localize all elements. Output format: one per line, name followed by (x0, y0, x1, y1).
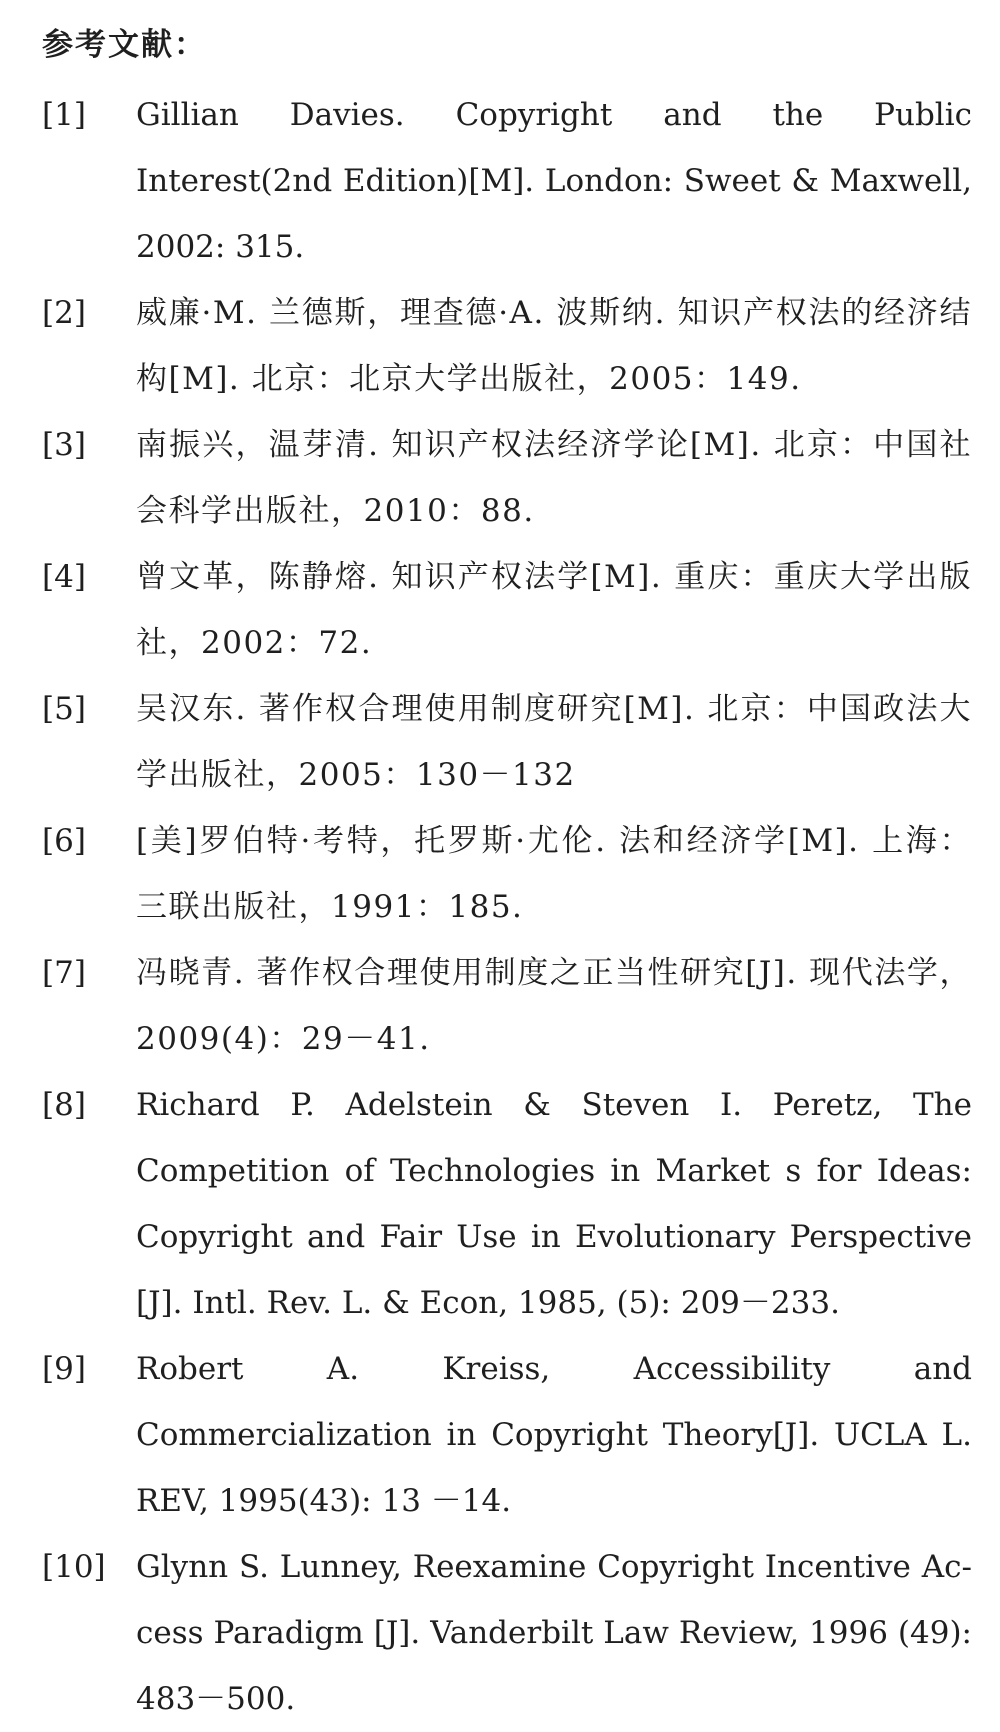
reference-number: [7] (42, 955, 86, 991)
reference-number: [5] (42, 691, 86, 727)
reference-item-1 (42, 82, 972, 280)
reference-item-9 (42, 1336, 972, 1534)
reference-number: [3] (42, 427, 86, 463)
reference-item-7 (42, 940, 972, 1072)
reference-text: 南振兴，温芽清. 知识产权法经济学论[M]. 北京：中国社会科学出版社，2010：88. (136, 427, 972, 529)
reference-text: Glynn S. Lunney, Reexamine Copyright Incentive Access Paradigm [J]. Vanderbilt Law Review, 1996 (49): 483－500. (136, 1549, 972, 1717)
reference-item-10 (42, 1534, 972, 1732)
reference-number: [9] (42, 1351, 86, 1387)
reference-text: 吴汉东. 著作权合理使用制度研究[M]. 北京：中国政法大学出版社，2005：130－132 (136, 691, 972, 793)
reference-item-6 (42, 808, 972, 940)
reference-text: 曾文革，陈静熔. 知识产权法学[M]. 重庆：重庆大学出版社，2002：72. (136, 559, 972, 661)
reference-number: [6] (42, 823, 86, 859)
reference-text: 冯晓青. 著作权合理使用制度之正当性研究[J]. 现代法学，2009(4)：29－41. (136, 955, 972, 1057)
reference-item-8 (42, 1072, 972, 1336)
reference-number: [1] (42, 97, 86, 133)
reference-number: [2] (42, 295, 86, 331)
reference-text: Robert A. Kreiss, Accessibility and Commercialization in Copyright Theory[J]. UCLA L. REV, 1995(43): 13 －14. (136, 1351, 972, 1519)
reference-item-4 (42, 544, 972, 676)
reference-text: Gillian Davies. Copyright and the Public Interest(2nd Edition)[M]. London: Sweet & Maxwell, 2002: 315. (136, 97, 972, 265)
reference-item-3 (42, 412, 972, 544)
references-heading: 参考文献： (42, 27, 207, 63)
reference-number: [8] (42, 1087, 86, 1123)
reference-list (42, 82, 972, 1732)
reference-number: [10] (42, 1549, 106, 1585)
reference-item-2 (42, 280, 972, 412)
reference-number: [4] (42, 559, 86, 595)
reference-text: 威廉·M. 兰德斯，理查德·A. 波斯纳. 知识产权法的经济结构[M]. 北京：北京大学出版社，2005：149. (136, 295, 972, 397)
reference-text: [美]罗伯特·考特，托罗斯·尤伦. 法和经济学[M]. 上海：三联出版社，1991：185. (136, 823, 972, 925)
reference-item-5 (42, 676, 972, 808)
reference-text: Richard P. Adelstein & Steven I. Peretz, The Competition of Technologies in Market s for Ideas: Copyright and Fair Use in Evolutionary Perspective [J]. Intl. Rev. L. & Econ, 1985, (5): 209－233. (136, 1087, 972, 1321)
